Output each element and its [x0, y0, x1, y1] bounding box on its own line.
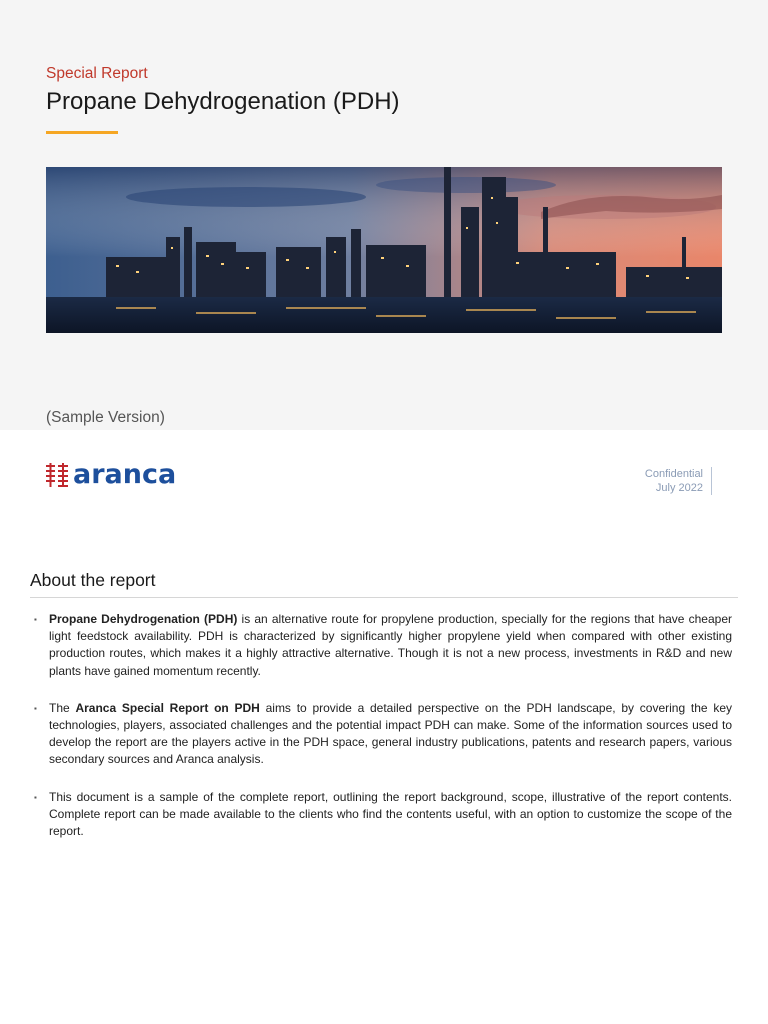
cover-panel — [0, 0, 768, 430]
bullet-text: This document is a sample of the complete report, outlining the report background, scope, illustrative of the report contents. Complete report can be made available to the clients who find the contents useful, with an option to customize the scope of the report. — [49, 789, 732, 839]
sample-version-note: (Sample Version) — [46, 409, 165, 426]
bullet-text: is an alternative route for propylene production, specially for the regions that have cheaper light feedstock availability. PDH is characterized by significantly higher propylene yield when compared with other existing production routes, which makes it a highly attractive alternative. Though it is not a new process, investments in R&D and new plants have gained momentum recently. — [49, 612, 733, 678]
bullet-square-icon: ▪ — [34, 615, 37, 624]
hero-image — [46, 167, 722, 333]
title-accent-rule — [46, 131, 118, 134]
list-item — [30, 611, 732, 680]
bullet-square-icon: ▪ — [34, 703, 37, 713]
section-divider — [30, 597, 738, 598]
report-date: July 2022 — [655, 482, 703, 494]
bullet-text: aims to provide a detailed perspective on the PDH landscape, by covering the key technologies, players, associated challenges and the potential impact PDH can make. Some of the information sources used to develop the report are the players active in the PDH space, general industry publications, patents and research papers, various secondary sources and Aranca analysis. — [49, 700, 732, 767]
bullet-square-icon: ▪ — [34, 792, 37, 802]
classification-label: Confidential — [644, 468, 703, 480]
list-item — [30, 789, 732, 841]
bullet-bold-term: Aranca Special Report on PDH — [75, 700, 260, 715]
logo-wordmark: aranca — [73, 459, 177, 490]
bullet-bold-term: Propane Dehydrogenation (PDH) — [49, 612, 238, 626]
aranca-logo — [46, 460, 176, 490]
document-meta — [645, 467, 712, 495]
report-eyebrow: Special Report — [46, 65, 148, 82]
bullet-prefix: The — [49, 700, 76, 715]
page-title: Propane Dehydrogenation (PDH) — [46, 88, 400, 115]
list-item — [30, 700, 732, 769]
about-bullet-list — [30, 611, 732, 860]
section-heading: About the report — [30, 570, 156, 590]
aranca-mark-icon — [46, 463, 68, 487]
